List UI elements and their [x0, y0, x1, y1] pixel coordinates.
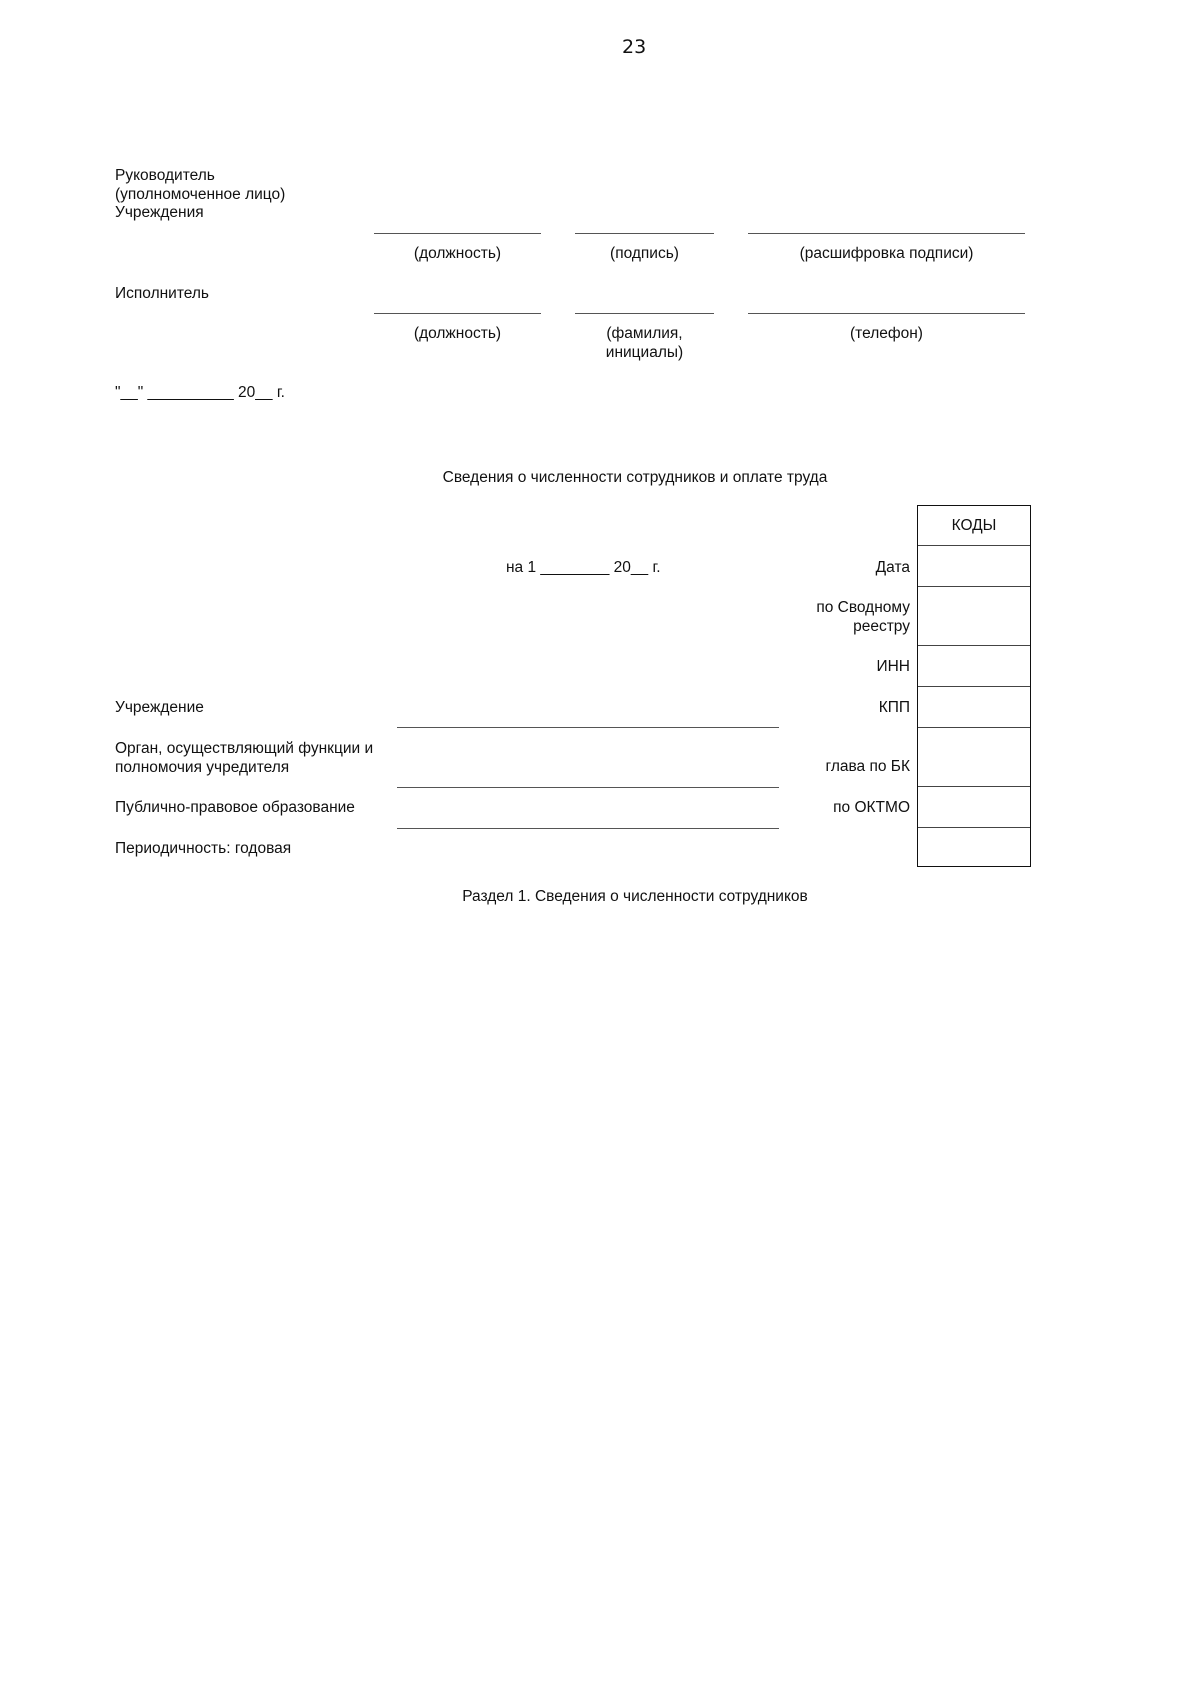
code-label-date: Дата — [875, 559, 910, 576]
field-periodicity: Периодичность: годовая — [115, 840, 292, 857]
code-label-bk: глава по БК — [825, 758, 910, 775]
executor-phone-line — [748, 313, 1025, 314]
head-label-line-3: Учреждения — [115, 204, 204, 222]
head-decoding-caption: (расшифровка подписи) — [799, 245, 974, 262]
code-label-oktmo: по ОКТМО — [833, 799, 910, 816]
field-founder-line — [397, 787, 779, 788]
field-institution-label: Учреждение — [115, 699, 204, 716]
executor-name-line — [575, 313, 714, 314]
codes-divider — [918, 786, 1030, 787]
head-position-caption: (должность) — [413, 245, 502, 262]
codes-divider — [918, 586, 1030, 587]
codes-table — [917, 505, 1031, 867]
code-label-registry-line-2: реестру — [853, 617, 910, 635]
head-decoding-line — [748, 233, 1025, 234]
executor-label: Исполнитель — [115, 285, 209, 302]
head-signature-line — [575, 233, 714, 234]
head-label — [115, 167, 285, 223]
report-date: на 1 ________ 20__ г. — [506, 559, 661, 576]
executor-name-caption-line-1: (фамилия, — [606, 325, 683, 342]
head-label-line-1: Руководитель — [115, 167, 215, 184]
signature-date: "__" __________ 20__ г. — [115, 384, 285, 401]
field-municipality-label: Публично-правовое образование — [115, 799, 355, 816]
field-institution-line — [397, 727, 779, 728]
field-founder-label-line-1: Орган, осуществляющий функции и — [115, 740, 374, 757]
code-label-inn: ИНН — [876, 658, 910, 675]
executor-name-caption-line-2: инициалы) — [605, 343, 684, 361]
executor-position-caption: (должность) — [413, 325, 502, 342]
code-label-registry — [750, 599, 910, 636]
field-founder-label — [115, 740, 373, 777]
head-signature-caption: (подпись) — [610, 245, 679, 262]
executor-phone-caption: (телефон) — [850, 325, 923, 342]
codes-divider — [918, 645, 1030, 646]
page-number: 23 — [622, 36, 647, 58]
executor-name-caption — [575, 325, 714, 362]
code-label-registry-line-1: по Сводному — [816, 599, 910, 616]
code-label-kpp: КПП — [878, 699, 910, 716]
codes-divider — [918, 827, 1030, 828]
codes-divider — [918, 686, 1030, 687]
head-label-line-2: (уполномоченное лицо) — [115, 185, 286, 203]
codes-divider — [918, 545, 1030, 546]
section-title: Раздел 1. Сведения о численности сотрудников — [462, 888, 808, 905]
head-position-line — [374, 233, 541, 234]
form-title: Сведения о численности сотрудников и оплате труда — [442, 469, 828, 486]
field-founder-label-line-2: полномочия учредителя — [115, 758, 290, 776]
codes-divider — [918, 727, 1030, 728]
field-municipality-line — [397, 828, 779, 829]
codes-header: КОДЫ — [951, 517, 997, 534]
executor-position-line — [374, 313, 541, 314]
